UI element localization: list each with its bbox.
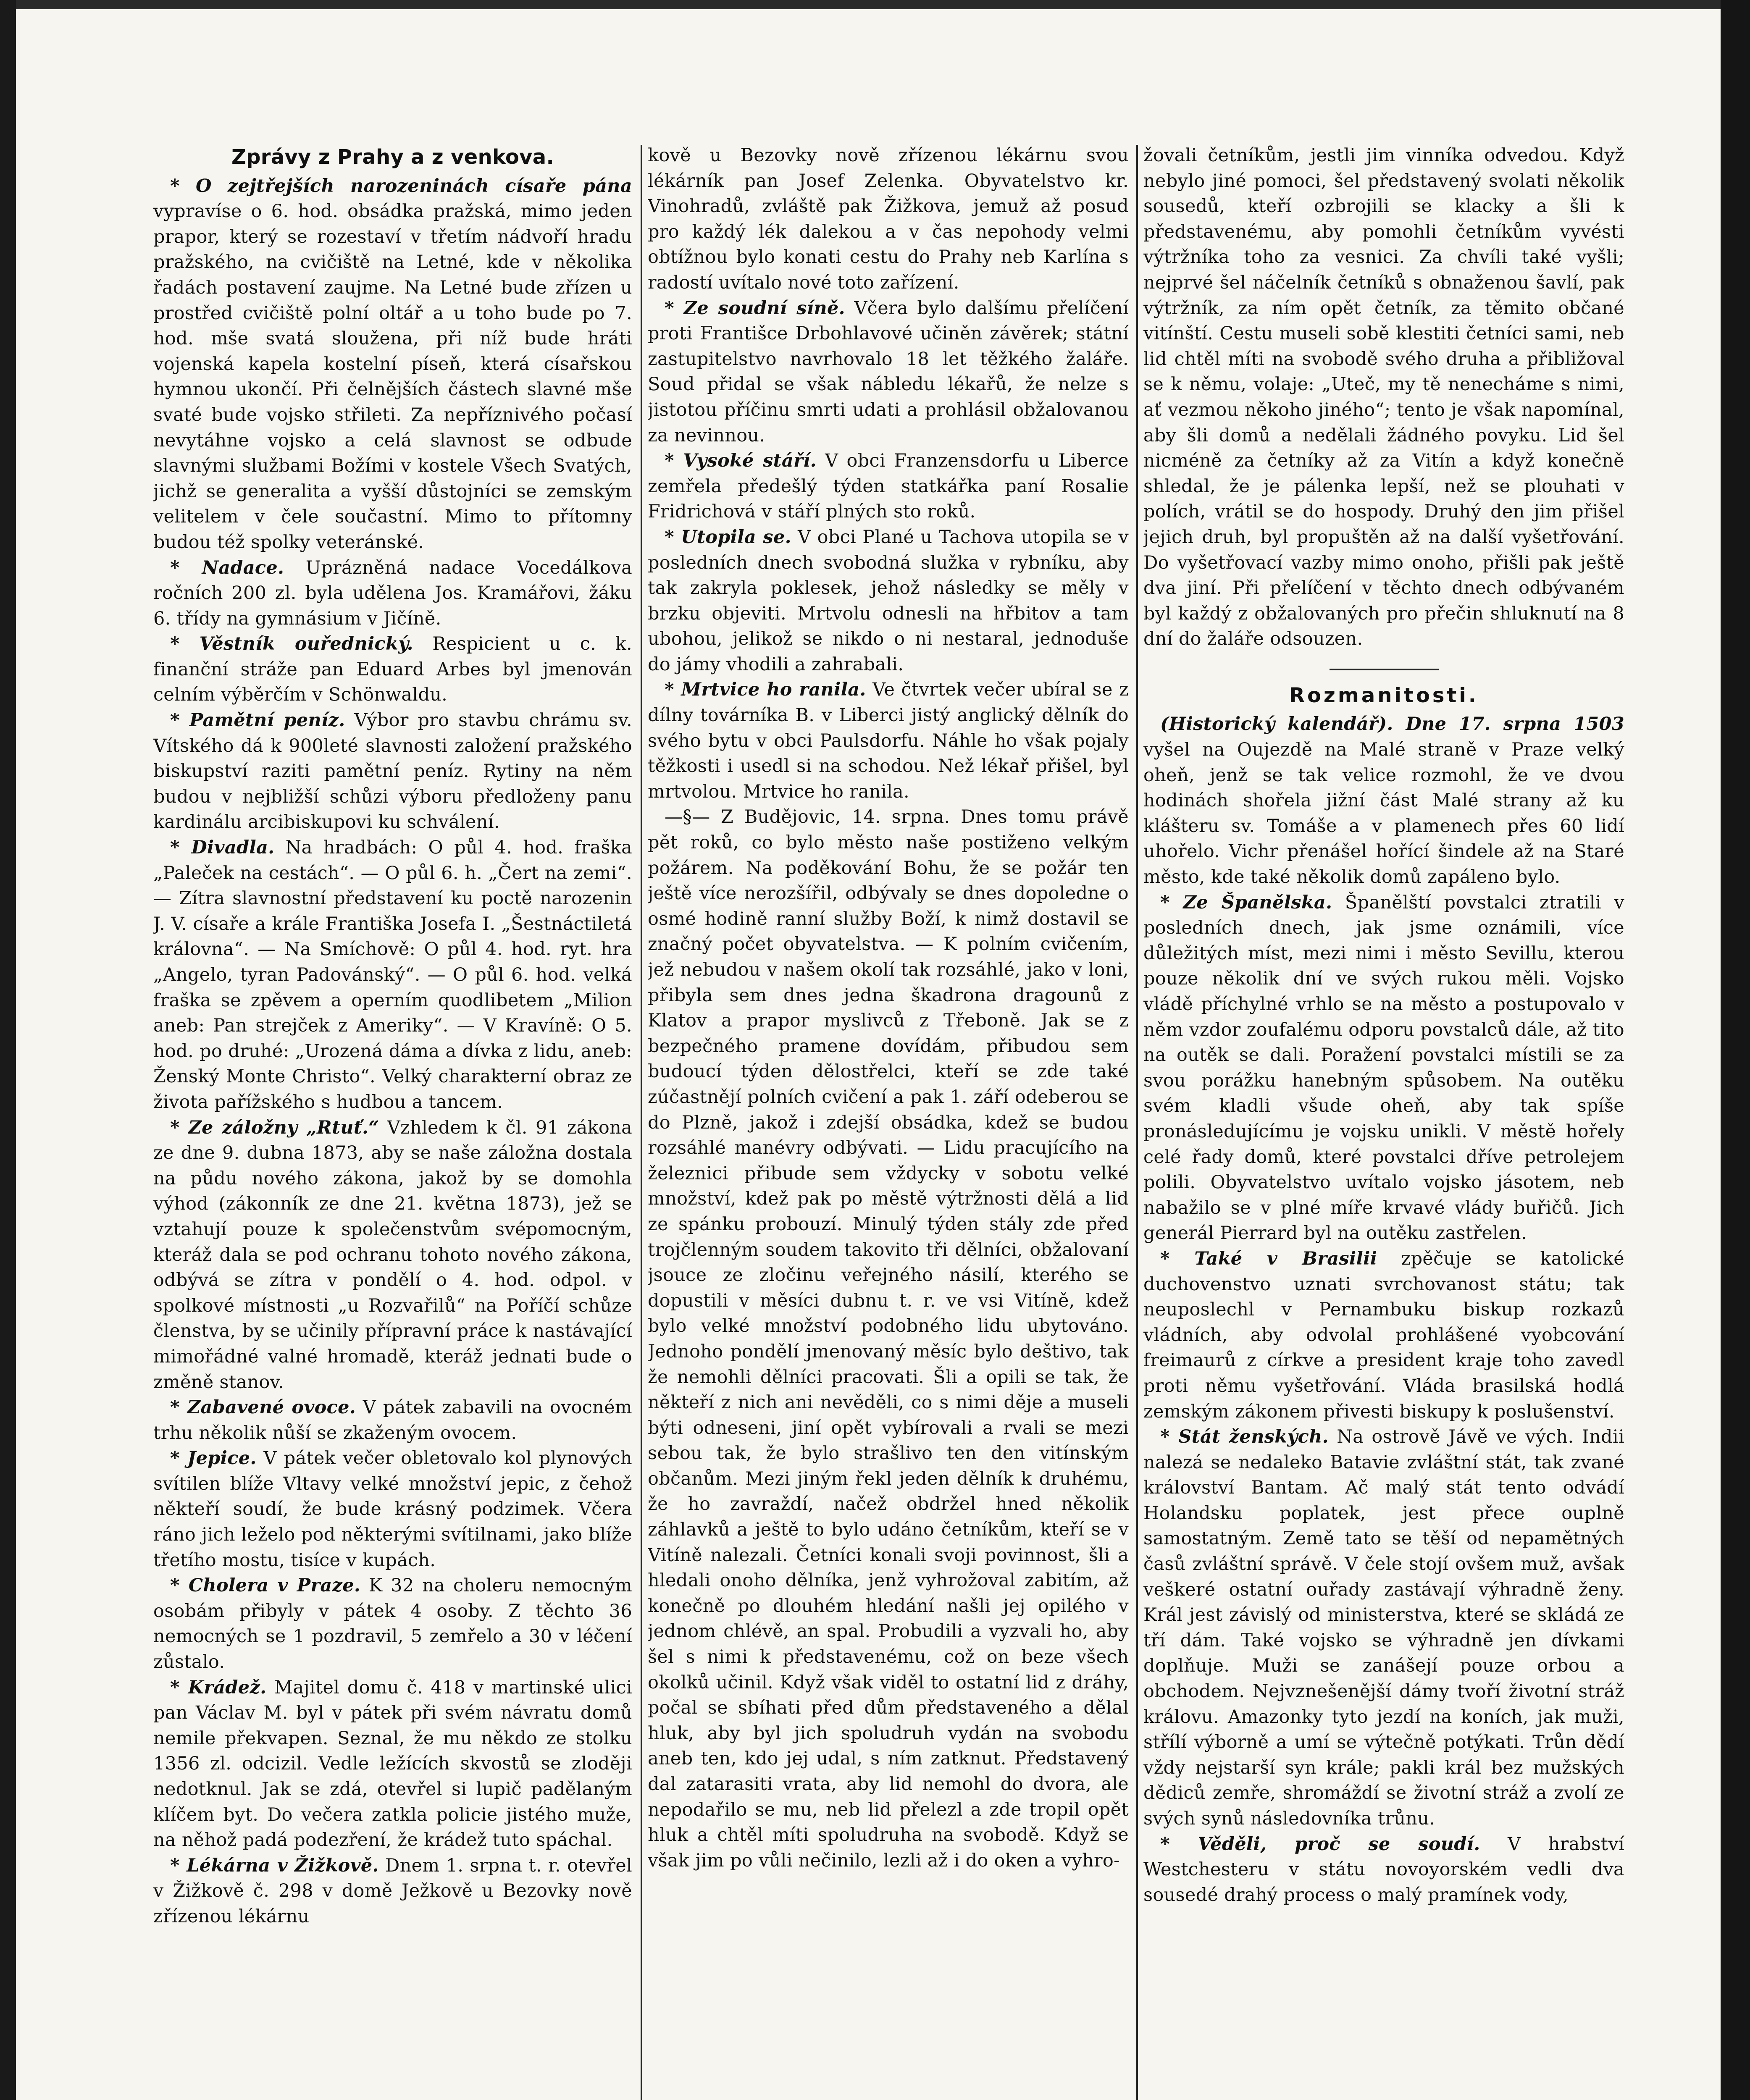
article-lawsuit: * Věděli, proč se soudí. V hrabství Westchesteru v státu novoyorském vedli dva sousedé drahý process o malý pramínek vody, [1143, 1833, 1624, 1906]
article-courtroom: * Ze soudní síně. Včera bylo dalšímu přelíčení proti Františce Drbohlavové učiněn závěrek; státní zastupitelstvo navrhovalo 18 let těžkého žaláře. Soud přidal se však nábledu lékařů, že nelze s jistotou příčinu smrti udati a prohlásil obžalovanou za nevinnou. [648, 297, 1129, 446]
scan-edge-right [1721, 0, 1750, 2100]
article-historical-calendar: (Historický kalendář). Dne 17. srpna 1503 vyšel na Oujezdě na Malé straně v Praze velký oheň, jenž se tak velice rozmohl, že ve dvou hodinách shořela jižní část Malé strany až ku klášteru sv. Tomáše a v plamenech přes 60 lidí uhořelo. Vichr přenášel hořící šindele až na Staré město, kde také několik domů zapáleno bylo. [1143, 714, 1624, 888]
scan-edge-top [0, 0, 1750, 9]
article-confiscated-fruit: * Zabavené ovoce. V pátek zabavili na ovocném trhu několik nůší se zkaženým ovocem. [153, 1397, 632, 1444]
column-rule-1 [641, 145, 642, 2100]
article-theatres: * Divadla. Na hradbách: O půl 4. hod. fraška „Paleček na cestách“. — O půl 6. h. „Čert na zemi“. — Zítra slavnostní představení ku poctě narozenin J. V. císaře a krále Františka Josefa I. „Šestnáctiletá královna“. — Na Smíchově: O půl 4. hod. ryt. hra „Angelo, tyran Padovánský“. — O půl 6. hod. velká fraška se zpěvem a operním quodlibetem „Milion aneb: Pan strejček z Ameriky“. — V Kravíně: O 5. hod. po druhé: „Urozená dáma a dívka z lidu, aneb: Ženský Monte Christo“. Velký charakterní obraz ze života pařížského s hudbou a tancem. [153, 837, 632, 1113]
article-women-state: * Stát ženských. Na ostrově Jávě ve vých. Indii nalezá se nedaleko Batavie zvláštní stát, tak zvané království Bantam. Ač malý stát tento odvádí Holandsku poplatek, jest přece ouplně samostatným. Země tato se těší od nepamětných časů zvláštní správě. V čele stojí ovšem muž, avšak veškeré ostatní ouřady zastávají výhradně ženy. Král jest závislý od ministerstva, které se skládá ze tří dám. Také vojsko se výhradně jen dívkami doplňuje. Muži se zanášejí pouze orbou a obchodem. Nejvznešenější dámy tvoří životní stráž královu. Amazonky tyto jezdí na koních, jak muži, střílí výborně a umí se výtečně potýkati. Trůn dědí vždy nejstarší syn krále; pakli král bez mužských dědiců zemře, shromáždí se životní stráž a zvolí ze svých synů následovníka trůnu. [1143, 1426, 1624, 1829]
article-spain: * Ze Španělska. Španělští povstalci ztratili v posledních dnech, jak jsme oznámili, více důležitých míst, mezi nimi i město Sevillu, kterou pouze několik dní ve svých rukou měli. Vojsko vládě příchylné vrhlo se na město a postupovalo v něm vzdor zoufalému odporu povstalců dále, až tito na outěk se dali. Poražení povstalci místili se za svou porážku hanebným spůsobem. Na outěku svém kladli všude oheň, aby tak spíše pronásledujícímu je vojsku unikli. V městě hořely celé řady domů, které povstalci dříve petrolejem polili. Obyvatelstvo uvítalo vojsko jásotem, neb nabažilo se v plné míře krvavé vlády buřičů. Jich generál Pierrard byl na outěku zastřelen. [1143, 892, 1624, 1244]
article-birthday: * O zejtřejších narozeninách císaře pána vypravíse o 6. hod. obsádka pražská, mimo jeden prapor, který se rozestaví v třetím nádvoří hradu pražského, na cvičiště na Letné, kde v několika řadách postavení zaujme. Na Letné bude zřízen u prostřed cvičiště polní oltář a u toho bude po 7. hod. mše svatá sloužena, při níž bude hráti vojenská kapela kostelní píseň, která císařskou hymnou ukončí. Při čelnějších částech slavné mše svaté bude vojsko střileti. Za nepříznivého počasí nevytáhne vojsko a celá slavnost se odbude slavnými službami Božími v kostele Všech Svatých, jichž se generalita a vyšší důstojníci se zemským velitelem v čele součastní. Mimo to přítomny budou též spolky veteránské. [153, 175, 632, 553]
article-pharmacy: * Lékárna v Žižkově. Dnem 1. srpna t. r. otevřel v Žižkově č. 298 v domě Ježkově u Bezovky nově zřízenou lékárnu [153, 1855, 632, 1927]
column-2 [648, 143, 1129, 2100]
article-brazil: * Také v Brasilii zpěčuje se katolické duchovenstvo uznati svrchovanost státu; tak neuposlechl v Pernambuku biskup rozkazů vládních, aby odvolal prohlášené vyobcování freimaurů z církve a president kraje toho zavedl proti němu vyšetřování. Vláda brasilská hodlá zemským zákonem přivesti biskupy k poslušenství. [1143, 1248, 1624, 1422]
column-1 [153, 143, 632, 2100]
article-drowned: * Utopila se. V obci Plané u Tachova utopila se v posledních dnech svobodná služka v rybníku, aby tak zakryla poklesek, jehož následky se měly v brzku objeviti. Mrtvolu odnesli na hřbitov a tam ubohou, jelikož se nikdo o ni nestaral, jednoduše do jámy vhodili a zahrabali. [648, 526, 1129, 675]
column-3 [1143, 143, 1624, 2100]
article-official-bulletin: * Věstník ouřednický. Respicient u c. k. finanční stráže pan Eduard Arbes byl jmenován celním výběrčím v Schönwaldu. [153, 633, 632, 706]
scan-edge-left [0, 0, 16, 2100]
section-divider [1330, 669, 1439, 670]
article-mayflies: * Jepice. V pátek večer obletovalo kol plynových svítilen blíže Vltavy velké množství jepic, z čehož někteří soudí, že bude krásný podzimek. Včera ráno jich leželo pod některými svítilnami, jako blíže třetího mostu, tisíce v kupách. [153, 1448, 632, 1571]
article-pharmacy-continued: kově u Bezovky nově zřízenou lékárnu svou lékárník pan Josef Zelenka. Obyvatelstvo kr. Vinohradů, zvláště pak Žižkova, jemuž až posud pro každý lék dalekou a v čas nepohody velmi obtížnou bylo konati cestu do Prahy neb Karlína s radostí uvítalo nové toto zařízení. [648, 145, 1129, 293]
article-savings-bank: * Ze záložny „Rtuť.“ Vzhledem k čl. 91 zákona ze dne 9. dubna 1873, aby se naše záložna dostala na půdu nového zákona, jakož by se domohla výhod (zákonník ze dne 21. května 1873), jež se vztahují pouze k společenstvům svépomocným, kteráž dala se pod ochranu tohoto nového zákona, odbývá se zítra v pondělí o 4. hod. odpol. v spolkové místnosti „u Rozvařilů“ na Poříčí schůze členstva, by se učinily přípravní práce k nastávající mimořádné valné hromadě, kteráž jednati bude o změně stanov. [153, 1117, 632, 1393]
section-heading-miscellany: Rozmanitosti. [1289, 683, 1479, 707]
article-memorial-coin: * Pamětní peníz. Výbor pro stavbu chrámu sv. Vítského dá k 900leté slavnosti založení pražského biskupství raziti pamětní peníz. Rytiny na něm budou v nejbližší schůzi výboru předloženy panu kardinálu arcibiskupovi ku schválení. [153, 710, 632, 833]
article-budejovice-continued: žovali četníkům, jestli jim vinníka odvedou. Když nebylo jiné pomoci, šel představený svolati několik sousedů, kteří ozbrojili se klacky a šli k představenému, aby pomohli četníkům vyvésti výtržníka toho za vesnici. Za chvíli také vyšli; nejprvé šel náčelník četníků s obnaženou šavlí, pak výtržník, za ním opět četník, za těmito občané vitínští. Cestu museli sobě klestiti četníci sami, neb lid chtěl míti na svobodě svého druha a přibližoval se k němu, volaje: „Uteč, my tě nenecháme s nimi, ať vezmou někoho jiného“; tento je však napomínal, aby šli domů a nedělali žádného povyku. Lid šel nicméně za četníky až za Vitín a když konečně shledal, že je pálenka lepší, než se plouhati v polích, vrátil se do hospody. Druhý den jim přišel jejich druh, byl propuštěn až na další vyšetřování. Do vyšetřovací vazby mimo onoho, přišli pak ještě dva jiní. Při přelíčení v těchto dnech odbývaném byl každý z obžalovaných pro přečin shluknutí na 8 dní do žaláře odsouzen. [1143, 145, 1624, 650]
section-heading-news: Zprávy z Prahy a z venkova. [231, 145, 554, 169]
article-theft: * Krádež. Majitel domu č. 418 v martinské ulici pan Václav M. byl v pátek při svém návratu domů nemile překvapen. Seznal, že mu někdo ze stolku 1356 zl. odcizil. Vedle ležících skvostů se zloději nedotknul. Jak se zdá, otevřel si lupič padělaným klíčem byt. Do večera zatkla policie jistého muže, na něhož padá podezření, že krádež tuto spáchal. [153, 1677, 632, 1851]
article-budejovice: —§— Z Budějovic, 14. srpna. Dnes tomu právě pět roků, co bylo město naše postiženo velkým požárem. Na poděkování Bohu, že se požár ten ještě více nerozšířil, odbývaly se dnes dopoledne o osmé hodině ranní služby Boží, k nimž dostavil se značný počet obyvatelstva. — K polním cvičením, jež nebudou v našem okolí tak rozsáhlé, jako v loni, přibyla sem dnes jedna škadrona dragounů z Klatov a prapor myslivců z Třeboně. Jak se z bezpečného pramene dovídám, přibudou sem budoucí týden dělostřelci, kteří se zde také zúčastnějí polních cvičení a pak 1. září odeberou se do Plzně, jakož i zdejší obsádka, kdež se budou rozsáhlé manévry odbývati. — Lidu pracujícího na železnici přibude sem vždycky v sobotu velké množství, kdež pak po městě výtržnosti dělá a lid ze spánku probouzí. Minulý týden stály zde před trojčlenným soudem takovito tři dělníci, obžalovaní jsouce ze zločinu veřejného násilí, kterého se dopustili v měsíci dubnu t. r. ve vsi Vitíně, kdež bylo velké množství podobného lidu ubytováno. Jednoho pondělí jmenovaný měsíc bylo deštivo, tak že nemohli dělníci pracovati. Šli a opili se tak, že někteří z nich ani nevěděli, co s nimi děje a museli býti odneseni, jiní opět vybírovali a rvali se mezi sebou tak, že bylo strašlivo ten den vitínským občanům. Mezi jiným řekl jeden dělník k druhému, že ho zavraždí, načež obdržel hned několik záhlavků a ještě to bylo udáno četníkům, kteří se v Vitíně nalezali. Četníci konali svoji povinnost, šli a hledali onoho dělníka, jenž vyhrožoval zabitím, až konečně po dlouhém hledání našli jej opilého v jednom chlévě, an spal. Probudili a vyzvali ho, aby šel s nimi k představenému, což on beze všech okolků učinil. Když však viděl to ostatní lid z dráhy, počal se sbíhati před dům představeného a dělal hluk, aby byl jich spoludruh vydán na svobodu aneb ten, kdo jej udal, s ním zatknut. Představený dal zatarasiti vrata, aby lid nemohl do dvora, ale nepodařilo se mu, neb lid přelezl a zde tropil opět hluk a chtěl míti spoludruha na svobodě. Když se však jim po vůli nečinilo, lezli až i do oken a vyhro- [648, 806, 1129, 1871]
article-cholera: * Cholera v Praze. K 32 na choleru nemocným osobám přibyly v pátek 4 osoby. Z těchto 36 nemocných se 1 pozdravil, 5 zemřelo a 30 v léčení zůstalo. [153, 1575, 632, 1673]
column-rule-2 [1136, 145, 1138, 2100]
article-old-age: * Vysoké stáří. V obci Franzensdorfu u Liberce zemřela předešlý týden statkářka paní Rosalie Fridrichová v stáří plných sto roků. [648, 450, 1129, 522]
article-foundation: * Nadace. Uprázněná nadace Vocedálkova ročních 200 zl. byla udělena Jos. Kramářovi, žáku 6. třídy na gymnásium v Jičíně. [153, 557, 632, 629]
article-stroke: * Mrtvice ho ranila. Ve čtvrtek večer ubíral se z dílny továrníka B. v Liberci jistý anglický dělník do svého bytu v obci Paulsdorfu. Náhle ho však pojaly těžkosti i usedl si na schodou. Než lékař přišel, byl mrtvolou. Mrtvice ho ranila. [648, 679, 1129, 802]
